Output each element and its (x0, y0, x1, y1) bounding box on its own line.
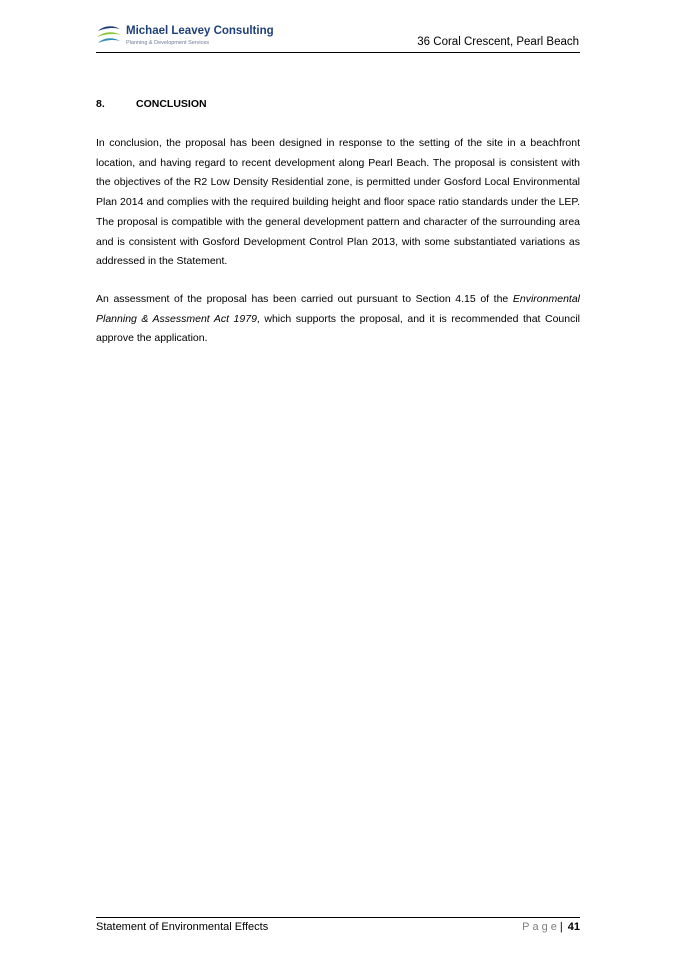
assessment-text-end: , which supports the proposal, and it is recommended that Council approve the application. (96, 312, 581, 345)
assessment-paragraph (96, 290, 580, 349)
section-number: 8. (96, 98, 105, 110)
logo-swoosh-icon (96, 24, 122, 48)
section-heading (96, 98, 207, 110)
page-label: Page (522, 921, 560, 933)
page-separator: | (559, 921, 563, 933)
page-header (96, 22, 580, 53)
header-address: 36 Coral Crescent, Pearl Beach (417, 36, 579, 48)
logo-name: Michael Leavey Consulting (126, 25, 274, 37)
page-footer (96, 917, 580, 938)
company-logo (96, 22, 274, 50)
footer-page-indicator (522, 921, 580, 933)
logo-tagline: Planning & Development Services (126, 40, 210, 46)
section-title: CONCLUSION (136, 98, 207, 110)
act-title: Environmental Planning & Assessment Act 1979 (96, 293, 580, 325)
conclusion-paragraph: In conclusion, the proposal has been designed in response to the setting of the site in a beachfront location, and having regard to recent development along Pearl Beach. The proposal is consistent with the objectives of the R2 Low Density Residential zone, is permitted under Gosford Local Environmental Plan 2014 and complies with the required building height and floor space ratio standards under the LEP. The proposal is compatible with the general development pattern and character of the surrounding area and is consistent with Gosford Development Control Plan 2013, with some substantiated variations as addressed in the Statement. (96, 137, 580, 268)
footer-document-title: Statement of Environmental Effects (96, 921, 269, 933)
assessment-text-start: An assessment of the proposal has been carried out pursuant to Section 4.15 of the (96, 293, 513, 305)
page-number: 41 (567, 921, 580, 933)
